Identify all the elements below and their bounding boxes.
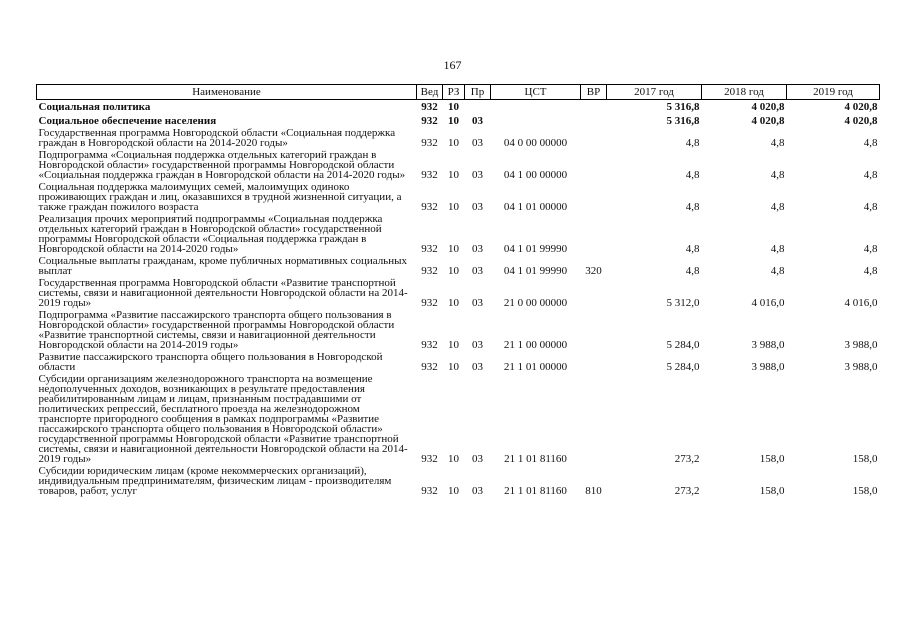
row-value-2018: 4,8 <box>770 137 785 149</box>
table-row <box>37 150 880 182</box>
row-vr <box>581 352 607 374</box>
row-name: Развитие пассажирского транспорта общего пользования в Новгородской области <box>38 351 383 373</box>
row-ved: 932 <box>421 361 438 373</box>
row-cst: 04 1 01 00000 <box>503 201 568 213</box>
row-vr <box>581 214 607 256</box>
row-value-2019: 4 020,8 <box>844 115 878 127</box>
row-value-2017: 5 312,0 <box>666 297 700 309</box>
row-value-2019: 3 988,0 <box>844 361 878 373</box>
table-row <box>37 114 880 128</box>
table-row <box>37 466 880 498</box>
row-vr <box>581 182 607 214</box>
row-ved: 932 <box>421 115 438 127</box>
row-cst: 04 1 00 00000 <box>503 169 568 181</box>
row-rz: 10 <box>448 169 459 181</box>
row-value-2019: 4,8 <box>863 169 878 181</box>
row-pr: 03 <box>472 169 483 181</box>
table-row <box>37 352 880 374</box>
row-pr: 03 <box>472 297 483 309</box>
row-value-2018: 4 020,8 <box>751 101 785 113</box>
row-ved: 932 <box>421 137 438 149</box>
row-cst <box>491 114 581 128</box>
row-value-2017: 5 316,8 <box>666 101 700 113</box>
table-row <box>37 128 880 150</box>
row-vr <box>581 150 607 182</box>
row-value-2017: 4,8 <box>685 243 700 255</box>
row-value-2018: 4 020,8 <box>751 115 785 127</box>
row-value-2019: 3 988,0 <box>844 339 878 351</box>
column-header-rz: РЗ <box>443 85 465 100</box>
row-ved: 932 <box>421 243 438 255</box>
row-value-2017: 273,2 <box>674 453 700 465</box>
table-row <box>37 278 880 310</box>
row-value-2018: 3 988,0 <box>751 339 785 351</box>
row-value-2017: 4,8 <box>685 137 700 149</box>
row-value-2018: 3 988,0 <box>751 361 785 373</box>
page-number: 167 <box>443 58 462 72</box>
row-cst: 21 0 00 00000 <box>503 297 568 309</box>
row-ved: 932 <box>421 485 438 497</box>
row-pr: 03 <box>472 339 483 351</box>
row-value-2019: 4 016,0 <box>844 297 878 309</box>
row-value-2018: 4,8 <box>770 265 785 277</box>
table-body <box>37 100 880 499</box>
row-value-2017: 4,8 <box>685 201 700 213</box>
column-header-2018: 2018 год <box>702 85 787 100</box>
row-name: Государственная программа Новгородской области «Развитие транспортной системы, связи и навигационной деятельности Новгородской области на 2014-2019 годы» <box>38 277 408 309</box>
row-pr: 03 <box>472 485 483 497</box>
row-name: Государственная программа Новгородской области «Социальная поддержка граждан в Новгородской области на 2014-2020 годы» <box>38 127 396 149</box>
table-row <box>37 100 880 115</box>
row-value-2018: 158,0 <box>759 485 785 497</box>
row-cst: 21 1 01 81160 <box>504 453 567 465</box>
row-rz: 10 <box>448 243 459 255</box>
row-value-2018: 4,8 <box>770 169 785 181</box>
table-row <box>37 310 880 352</box>
row-rz: 10 <box>448 101 459 113</box>
row-ved: 932 <box>421 169 438 181</box>
row-vr <box>581 114 607 128</box>
row-rz: 10 <box>448 201 459 213</box>
row-cst: 21 1 00 00000 <box>503 339 568 351</box>
row-pr: 03 <box>472 265 483 277</box>
row-rz: 10 <box>448 115 459 127</box>
row-pr: 03 <box>472 453 483 465</box>
row-value-2017: 4,8 <box>685 265 700 277</box>
row-name: Подпрограмма «Развитие пассажирского транспорта общего пользования в Новгородской области» государственной программы Новгородской области «Развитие транспортной системы, связи и навигационной деятельности Новгородской области на 2014-2019 годы» <box>38 309 395 351</box>
row-value-2017: 5 316,8 <box>666 115 700 127</box>
row-vr: 320 <box>585 265 602 277</box>
row-pr: 03 <box>472 361 483 373</box>
row-value-2019: 158,0 <box>852 485 878 497</box>
row-value-2019: 4,8 <box>863 265 878 277</box>
row-name: Подпрограмма «Социальная поддержка отдельных категорий граждан в Новгородской области» государственной программы Новгородской области «Социальная поддержка граждан в Новгородской области на 2014-2020 годы» <box>38 149 406 181</box>
row-value-2019: 4,8 <box>863 243 878 255</box>
column-header-cst: ЦСТ <box>491 85 581 100</box>
row-value-2017: 273,2 <box>674 485 700 497</box>
row-pr: 03 <box>472 243 483 255</box>
column-header-ved: Вед <box>417 85 443 100</box>
row-pr: 03 <box>472 115 483 127</box>
row-ved: 932 <box>421 201 438 213</box>
row-ved: 932 <box>421 297 438 309</box>
row-ved: 932 <box>421 101 438 113</box>
row-cst: 04 1 01 99990 <box>503 265 568 277</box>
row-vr: 810 <box>585 485 602 497</box>
row-cst: 04 1 01 99990 <box>503 243 568 255</box>
row-rz: 10 <box>448 339 459 351</box>
row-value-2017: 5 284,0 <box>666 361 700 373</box>
row-ved: 932 <box>421 265 438 277</box>
row-pr: 03 <box>472 201 483 213</box>
row-vr <box>581 278 607 310</box>
row-vr <box>581 128 607 150</box>
column-header-2019: 2019 год <box>787 85 880 100</box>
table-row <box>37 256 880 278</box>
row-value-2019: 158,0 <box>852 453 878 465</box>
row-cst <box>491 100 581 115</box>
row-rz: 10 <box>448 137 459 149</box>
row-vr <box>581 310 607 352</box>
row-name: Социальное обеспечение населения <box>38 115 217 127</box>
column-header-vr: ВР <box>581 85 607 100</box>
row-ved: 932 <box>421 339 438 351</box>
row-pr: 03 <box>472 137 483 149</box>
column-header-2017: 2017 год <box>607 85 702 100</box>
row-rz: 10 <box>448 453 459 465</box>
column-header-name: Наименование <box>37 85 417 100</box>
row-name: Социальная политика <box>38 101 151 113</box>
table-header-row <box>37 85 880 100</box>
row-value-2018: 158,0 <box>759 453 785 465</box>
row-name: Социальная поддержка малоимущих семей, малоимущих одиноко проживающих граждан и лиц, оказавшихся в трудной жизненной ситуации, а также граждан пожилого возраста <box>38 181 402 213</box>
row-vr <box>581 100 607 115</box>
row-name: Реализация прочих мероприятий подпрограммы «Социальная поддержка отдельных категорий граждан в Новгородской области» государственной программы Новгородской области «Социальная поддержка граждан в Новгородской области на 2014-2020 годы» <box>38 213 383 255</box>
row-value-2019: 4,8 <box>863 137 878 149</box>
row-rz: 10 <box>448 485 459 497</box>
table-row <box>37 374 880 466</box>
table-row <box>37 214 880 256</box>
row-rz: 10 <box>448 265 459 277</box>
row-cst: 21 1 01 00000 <box>503 361 568 373</box>
row-name: Субсидии юридическим лицам (кроме некоммерческих организаций), индивидуальным предпринимателям, физическим лицам - производителям товаров, работ, услуг <box>38 465 392 497</box>
row-pr <box>465 100 491 115</box>
row-rz: 10 <box>448 297 459 309</box>
row-value-2018: 4,8 <box>770 243 785 255</box>
row-value-2017: 4,8 <box>685 169 700 181</box>
row-name: Социальные выплаты гражданам, кроме публичных нормативных социальных выплат <box>38 255 407 277</box>
row-value-2019: 4 020,8 <box>844 101 878 113</box>
row-cst: 04 0 00 00000 <box>503 137 568 149</box>
column-header-pr: Пр <box>465 85 491 100</box>
row-value-2017: 5 284,0 <box>666 339 700 351</box>
row-value-2018: 4,8 <box>770 201 785 213</box>
row-cst: 21 1 01 81160 <box>504 485 567 497</box>
row-vr <box>581 374 607 466</box>
row-rz: 10 <box>448 361 459 373</box>
row-ved: 932 <box>421 453 438 465</box>
row-value-2018: 4 016,0 <box>751 297 785 309</box>
row-value-2019: 4,8 <box>863 201 878 213</box>
row-name: Субсидии организациям железнодорожного транспорта на возмещение недополученных доходов, возникающих в результате предоставления реабилитированным лицам и лицам, признанным пострадавшими от политических репрессий, бесплатного проезда на железнодорожном транспорте пригородного сообщения в рамках подпрограммы «Развитие пассажирского транспорта общего пользования в Новгородской области» государственной программы Новгородской области «Развитие транспортной системы, связи и навигационной деятельности Новгородской области на 2014-2019 годы» <box>38 373 408 465</box>
table-row <box>37 182 880 214</box>
budget-table <box>36 84 880 498</box>
